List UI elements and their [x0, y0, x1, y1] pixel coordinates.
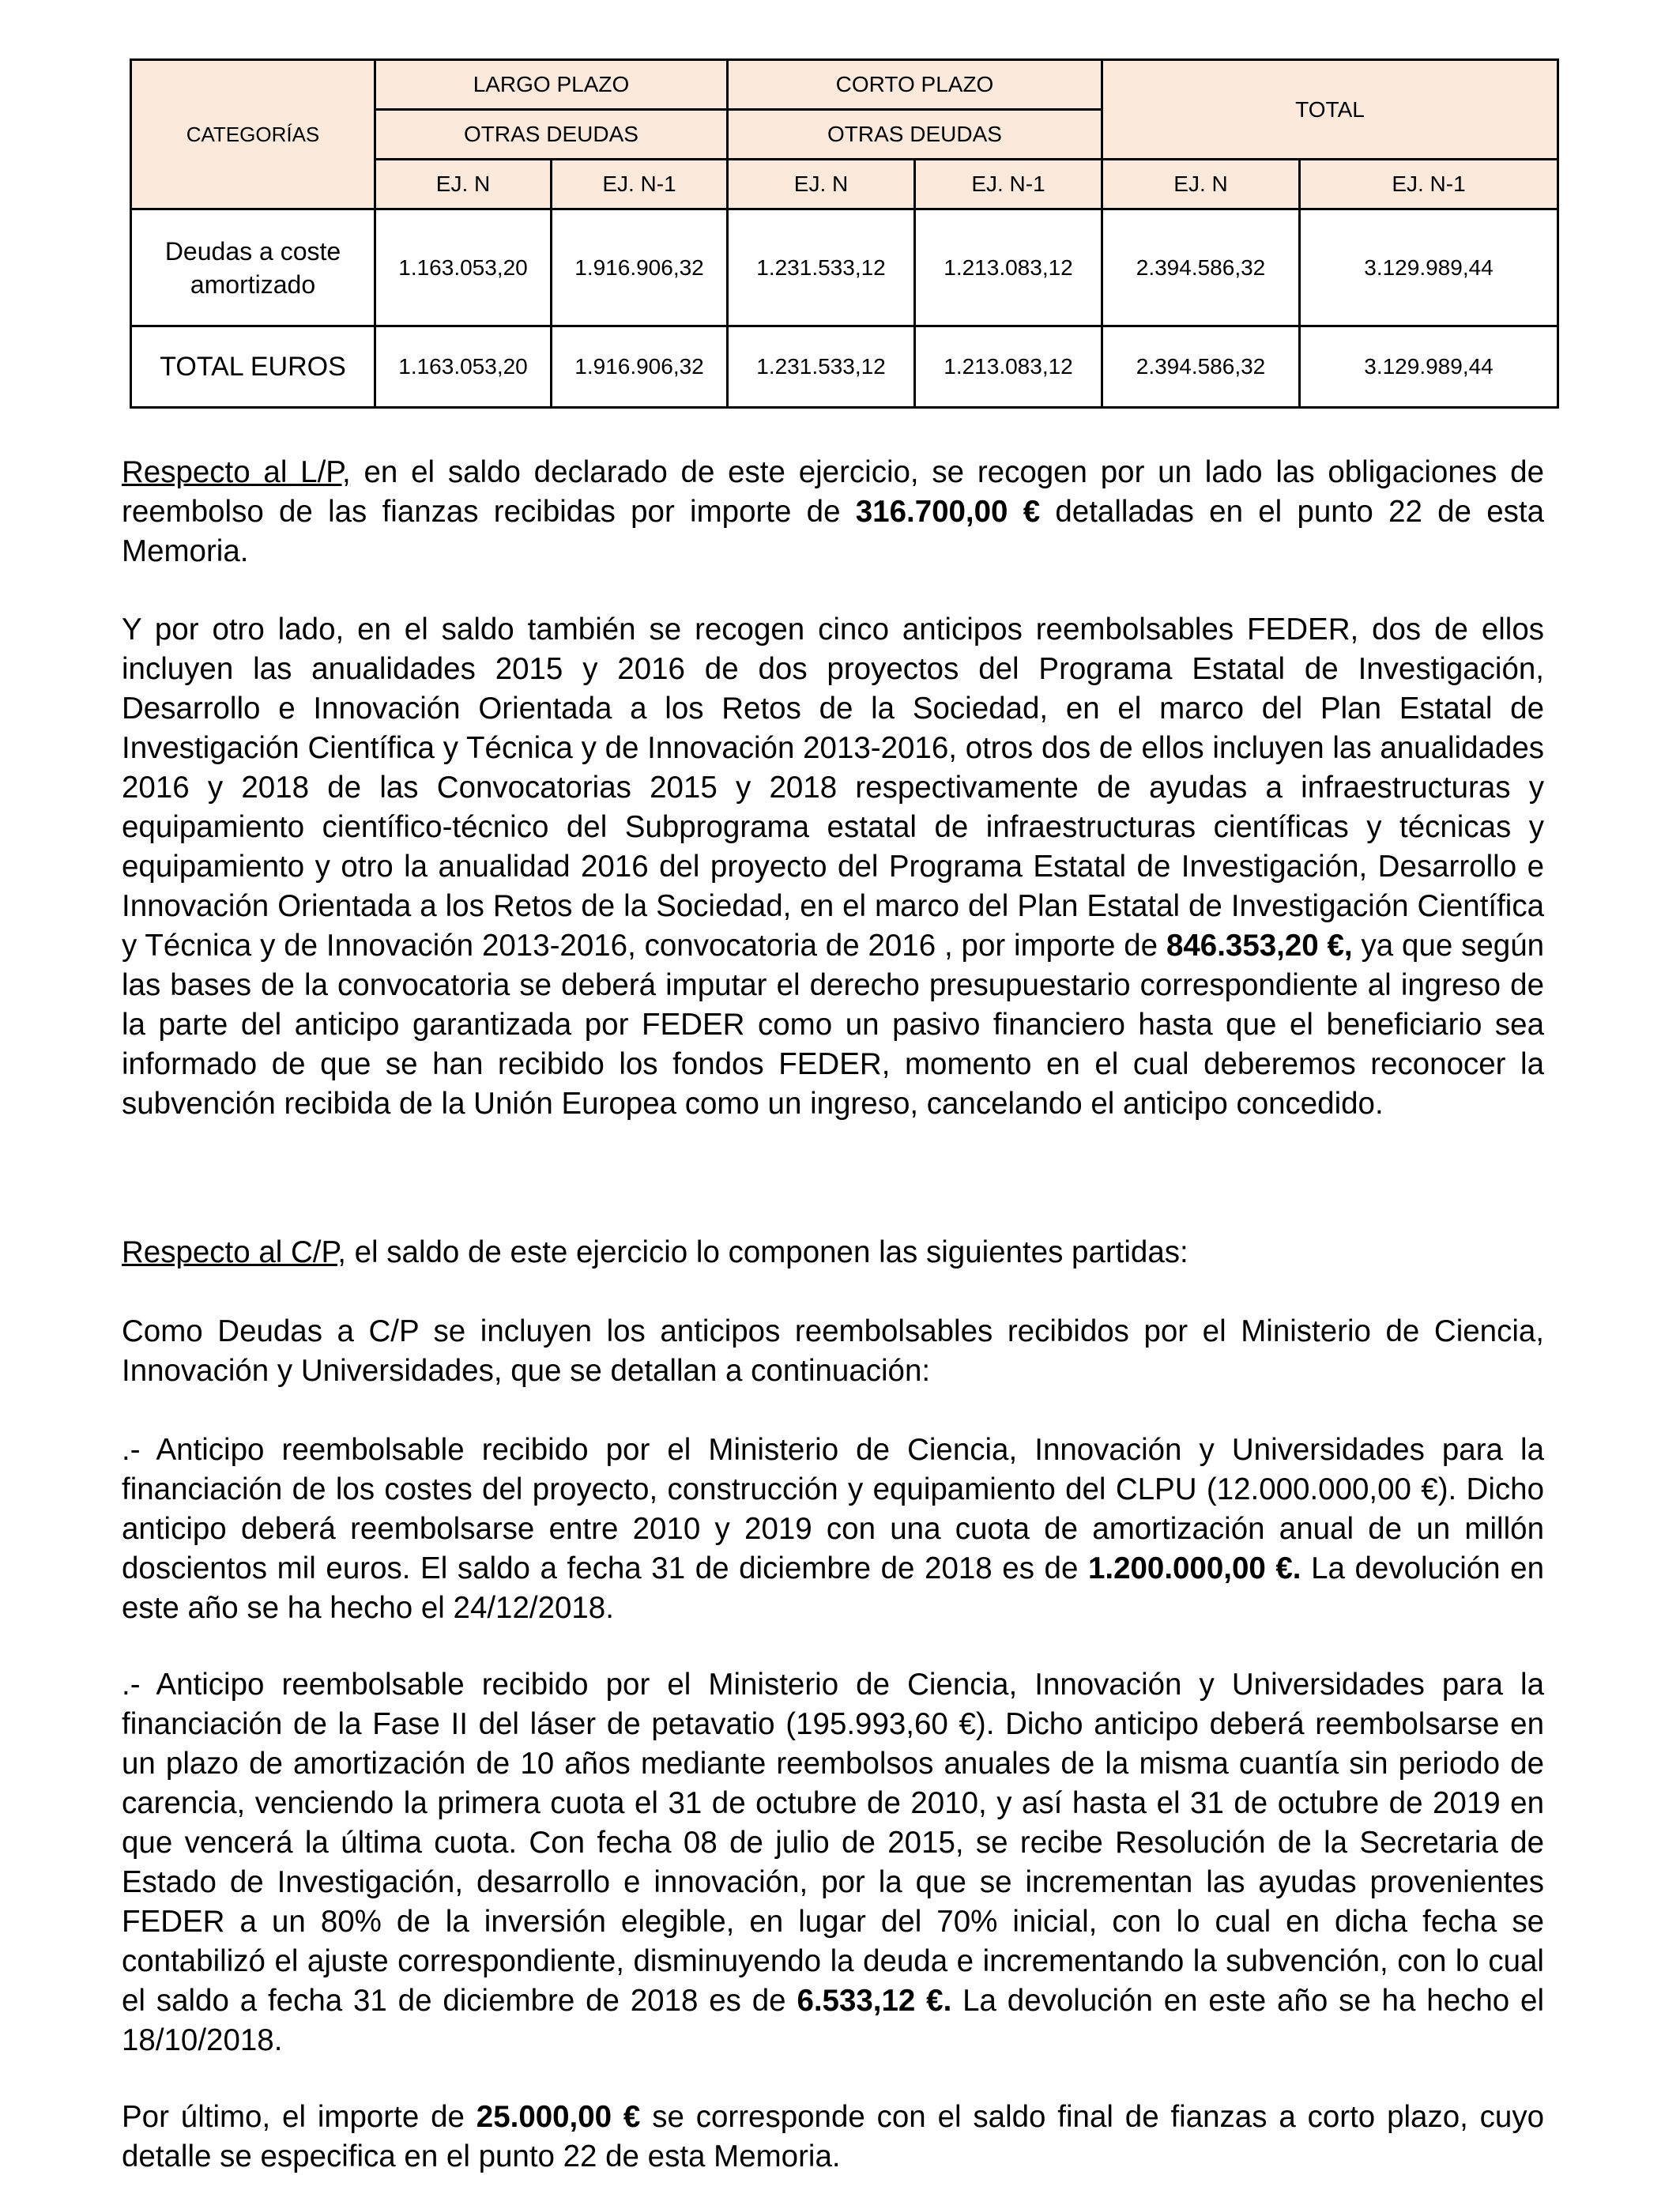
table-cell: 1.213.083,12: [915, 209, 1102, 326]
col-label: EJ. N-1: [915, 160, 1102, 209]
amount-feder: 846.353,20 €,: [1166, 929, 1353, 963]
paragraph-text: La devolución en este año se ha hecho el 18/10/2018.: [122, 1984, 1545, 2057]
paragraph-text: ya que según las bases de la convocatoria se deberá imputar el derecho presupuestario correspondiente al ingreso de la parte del anticipo garantizada por FEDER como un pasivo financiero hasta que el beneficiario sea informado de que se han recibido los fondos FEDER, momento en el cual deberemos reconocer la subvención recibida de la Unión Europea como un ingreso, cancelando el anticipo concedido.: [122, 929, 1545, 1121]
paragraph-text: se corresponde con el saldo final de fianzas a corto plazo, cuyo detalle se especifica en el punto 22 de esta Memoria.: [122, 2100, 1544, 2173]
total-cell: 1.916.906,32: [552, 326, 728, 408]
paragraph-text: .- Anticipo reembolsable recibido por el Ministerio de Ciencia, Innovación y Universidades para la financiación de la Fase II del láser de petavatio (195.993,60 €). Dicho anticipo deberá reembolsarse en un plazo de amortización de 10 años mediante reembolsos anuales de la misma cuantía sin periodo de carencia, venciendo la primera cuota el 31 de octubre de 2010, y así hasta el 31 de octubre de 2019 en que vencerá la última cuota. Con fecha 08 de julio de 2015, se recibe Resolución de la Secretaria de Estado de Investigación, desarrollo e innovación, por la que se incrementan las ayudas provenientes FEDER a un 80% de la inversión elegible, en lugar del 70% inicial, con lo cual en dicha fecha se contabilizó el ajuste correspondiente, disminuyendo la deuda e incrementando la subvención, con lo cual el saldo a fecha 31 de diciembre de 2018 es de: [122, 1668, 1544, 2018]
col-label: EJ. N: [1102, 160, 1300, 209]
paragraph-lp-fianzas: [122, 453, 1544, 571]
amount-petavatio: 6.533,12 €.: [797, 1984, 952, 2018]
paragraph-anticipo-clpu: [122, 1431, 1544, 1628]
total-cell: 2.394.586,32: [1102, 326, 1300, 408]
table-cell: 1.916.906,32: [552, 209, 728, 326]
row-label-line2: amortizado: [190, 270, 316, 299]
header-otras-deudas-lp: OTRAS DEUDAS: [375, 110, 728, 160]
col-label: EJ. N: [728, 160, 915, 209]
paragraph-text: en el saldo declarado de este ejercicio, se recogen por un lado las obligaciones de reembolso de las fianzas recibidas por importe de: [122, 455, 1544, 529]
paragraph-text: el saldo de este ejercicio lo componen las siguientes partidas:: [345, 1235, 1188, 1269]
total-cell: 1.163.053,20: [375, 326, 552, 408]
header-corto-plazo: CORTO PLAZO: [728, 60, 1102, 110]
col-label: EJ. N-1: [1300, 160, 1558, 209]
header-otras-deudas-cp: OTRAS DEUDAS: [728, 110, 1102, 160]
paragraph-cp-intro: [122, 1233, 1544, 1272]
paragraph-text: Como Deudas a C/P se incluyen los anticipos reembolsables recibidos por el Ministerio de Ciencia, Innovación y Universidades, que se detallan a continuación:: [122, 1314, 1544, 1388]
paragraph-lp-feder: [122, 610, 1544, 1124]
row-label: [131, 209, 375, 326]
table-cell: 1.163.053,20: [375, 209, 552, 326]
paragraph-text: .- Anticipo reembolsable recibido por el Ministerio de Ciencia, Innovación y Universidades para la financiación de los costes del proyecto, construcción y equipamiento del CLPU (12.000.000,00 €). Dicho anticipo deberá reembolsarse entre 2010 y 2019 con una cuota de amortización anual de un millón doscientos mil euros. El saldo a fecha 31 de diciembre de 2018 es de: [122, 1433, 1544, 1585]
paragraph-cp-deudas: [122, 1312, 1544, 1391]
amount-fianzas-cp: 25.000,00 €: [476, 2100, 641, 2134]
table-row: [131, 209, 1558, 326]
paragraph-text: Y por otro lado, en el saldo también se recogen cinco anticipos reembolsables FEDER, dos de ellos incluyen las anualidades 2015 y 2016 de dos proyectos del Programa Estatal de Investigación, Desarrollo e Innovación Orientada a los Retos de la Sociedad, en el marco del Plan Estatal de Investigación Científica y Técnica y de Innovación 2013-2016, otros dos de ellos incluyen las anualidades 2016 y 2018 de las Convocatorias 2015 y 2018 respectivamente de ayudas a infraestructuras y equipamiento científico-técnico del Subprograma estatal de infraestructuras científicas y técnicas y equipamiento y otro la anualidad 2016 del proyecto del Programa Estatal de Investigación, Desarrollo e Innovación Orientada a los Retos de la Sociedad, en el marco del Plan Estatal de Investigación Científica y Técnica y de Innovación 2013-2016, convocatoria de 2016 , por importe de: [122, 613, 1544, 963]
lp-heading: Respecto al L/P,: [122, 455, 351, 489]
total-cell: 3.129.989,44: [1300, 326, 1558, 408]
paragraph-anticipo-petavatio: [122, 1665, 1544, 2060]
paragraph-text: detalladas en el punto 22 de esta Memoria.: [122, 495, 1544, 568]
col-label: EJ. N-1: [552, 160, 728, 209]
total-cell: 1.213.083,12: [915, 326, 1102, 408]
paragraph-text: La devolución en este año se ha hecho el 24/12/2018.: [122, 1551, 1545, 1625]
col-label: EJ. N: [375, 160, 552, 209]
row-label-line1: Deudas a coste: [164, 236, 341, 266]
total-label: TOTAL EUROS: [131, 326, 375, 408]
header-total: TOTAL: [1102, 60, 1558, 160]
total-row: [131, 326, 1558, 408]
header-categorias: CATEGORÍAS: [131, 60, 375, 209]
table-cell: 1.231.533,12: [728, 209, 915, 326]
header-largo-plazo: LARGO PLAZO: [375, 60, 728, 110]
amount-fianzas-lp: 316.700,00 €: [855, 495, 1041, 529]
debts-table: [130, 58, 1559, 409]
paragraph-fianzas-cp: [122, 2098, 1544, 2177]
paragraph-text: Por último, el importe de: [122, 2100, 477, 2134]
table-cell: 3.129.989,44: [1300, 209, 1558, 326]
cp-heading: Respecto al C/P,: [122, 1235, 346, 1269]
table-cell: 2.394.586,32: [1102, 209, 1300, 326]
total-cell: 1.231.533,12: [728, 326, 915, 408]
amount-clpu: 1.200.000,00 €.: [1087, 1551, 1301, 1585]
